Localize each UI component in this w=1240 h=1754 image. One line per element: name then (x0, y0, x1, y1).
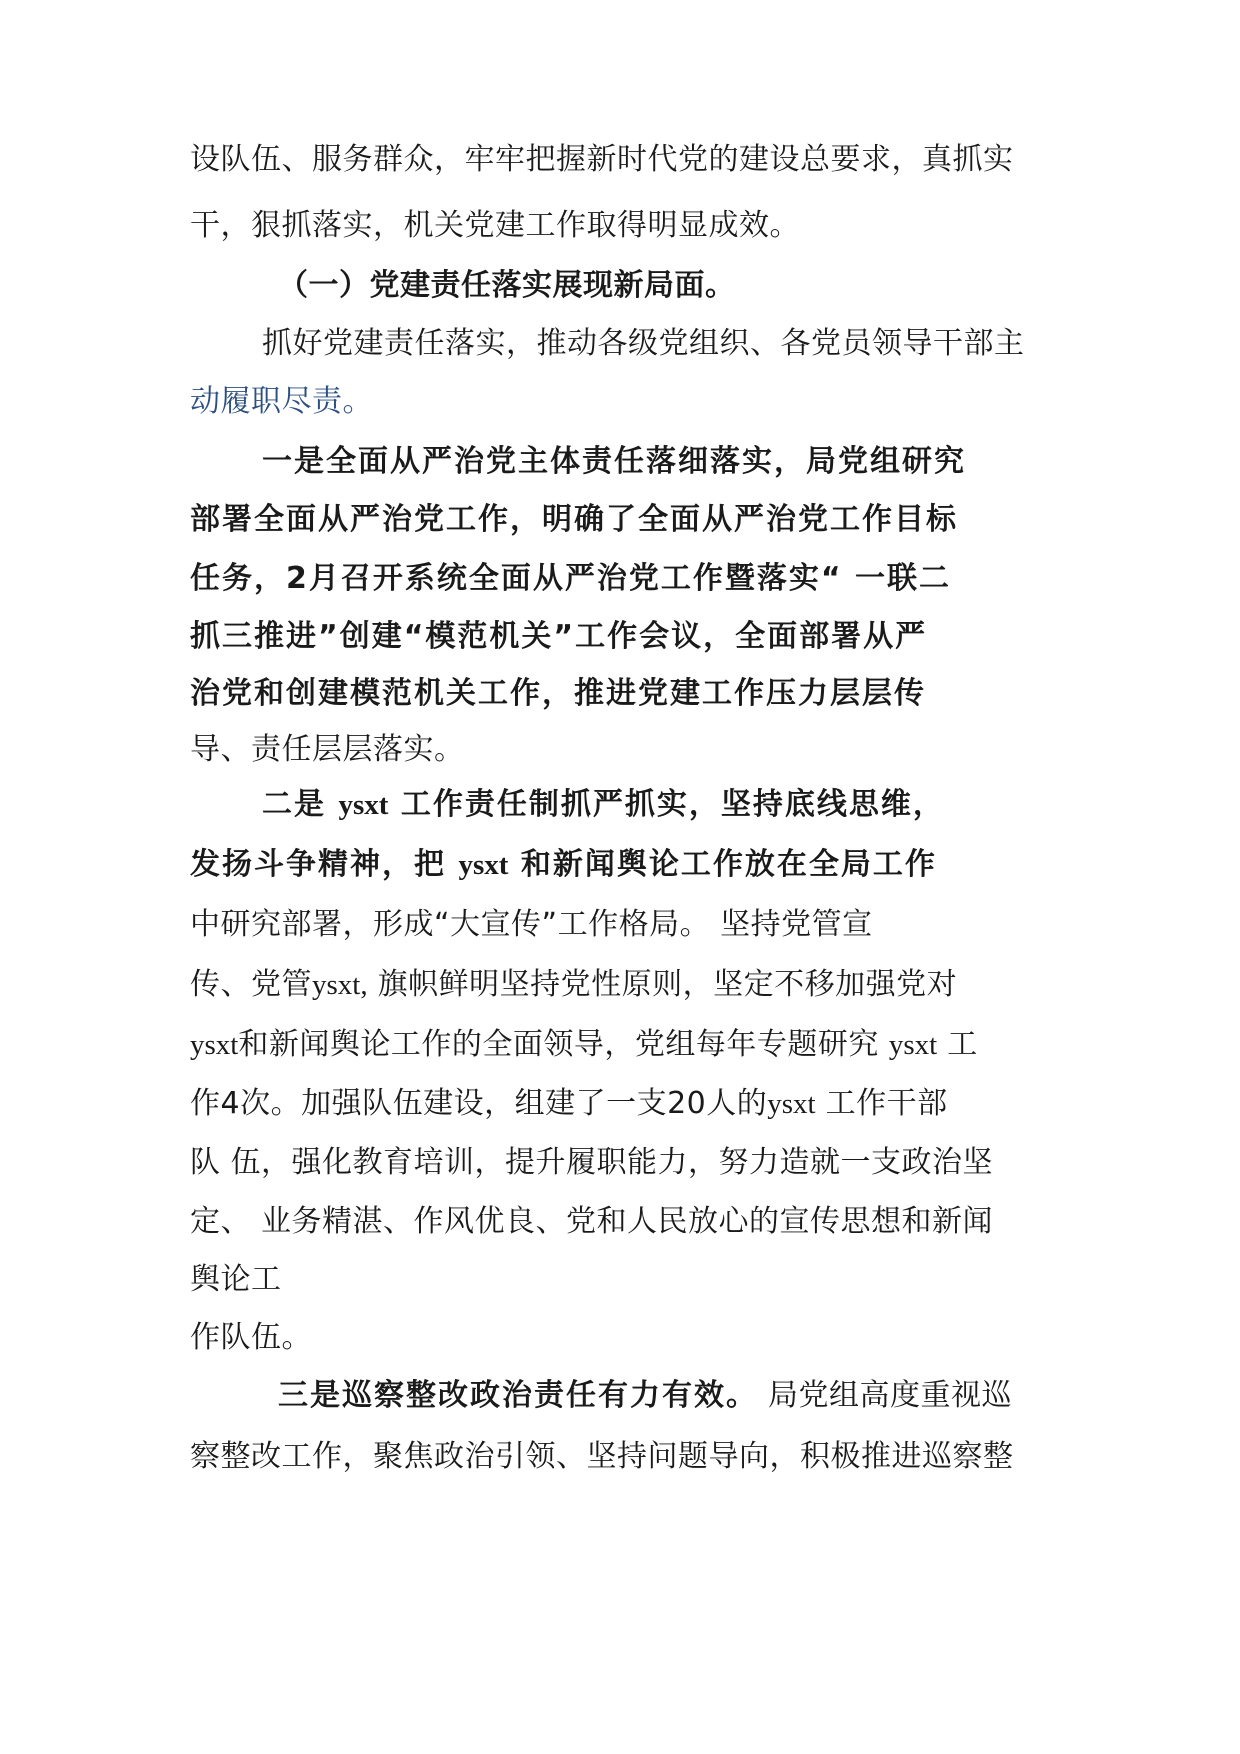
section-para-line-1: 抓好党建责任落实，推动各级党组织、各党员领导干部主 (262, 326, 1025, 361)
item2-line-5-term2: ysxt (888, 1029, 938, 1061)
item2-line-5 (190, 1025, 1070, 1065)
item2-line-4 (190, 965, 1070, 1005)
item2-line-6-rest: 工作干部 (825, 1086, 948, 1121)
item2-line-5-term: ysxt (190, 1029, 239, 1061)
item2-line-2-term: ysxt (458, 849, 509, 881)
item2-line-2-rest: 和新闻舆论工作放在全局工作 (520, 847, 937, 882)
item2-line-1 (262, 785, 1142, 825)
item2-line-6 (190, 1084, 1070, 1124)
item3-line-1 (278, 1376, 1158, 1416)
item2-line-10: 作队伍。 (190, 1320, 312, 1355)
item2-line-4-rest: 旗帜鲜明坚持党性原则，坚定不移加强党对 (377, 967, 958, 1002)
item1-line-5: 治党和创建模范机关工作，推进党建工作压力层层传 (190, 676, 926, 711)
item2-line-4-term: ysxt, (312, 969, 368, 1001)
item1-line-6: 导、责任层层落实。 (190, 732, 465, 767)
item1-line-2: 部署全面从严治党工作，明确了全面从严治党工作目标 (190, 502, 958, 537)
intro-line-1: 设队伍、服务群众，牢牢把握新时代党的建设总要求，真抓实 (190, 142, 1014, 177)
item3-line-1-rest: 局党组高度重视巡 (768, 1378, 1013, 1413)
item2-line-3: 中研究部署，形成“大宣传”工作格局。 坚持党管宣 (190, 907, 873, 942)
section-heading: （一）党建责任落实展现新局面。 (278, 268, 736, 303)
item2-line-1-term: ysxt (338, 789, 389, 821)
item2-line-6-lead: 作4次。加强队伍建设，组建了一支20人的 (190, 1086, 768, 1121)
item2-line-6-term: ysxt (767, 1088, 816, 1120)
item2-line-2-lead: 发扬斗争精神，把 (190, 847, 446, 882)
intro-line-2: 干，狠抓落实，机关党建工作取得明显成效。 (190, 208, 800, 243)
item1-line-1: 一是全面从严治党主体责任落细落实，局党组研究 (262, 444, 966, 479)
item2-line-4-lead: 传、党管 (190, 967, 312, 1002)
item2-line-1-rest: 工作责任制抓严抓实，坚持底线思维， (400, 787, 945, 822)
section-para-line-2: 动履职尽责。 (190, 384, 373, 419)
item1-line-3: 任务，2月召开系统全面从严治党工作暨落实“ 一联二 (190, 561, 952, 596)
item2-line-7: 队 伍，强化教育培训，提升履职能力，努力造就一支政治坚 (190, 1145, 994, 1180)
item1-line-4: 抓三推进”创建“模范机关”工作会议，全面部署从严 (190, 619, 928, 654)
item3-line-1-bold: 三是巡察整改政治责任有力有效。 (278, 1378, 758, 1413)
item2-line-5-mid: 和新闻舆论工作的全面领导，党组每年专题研究 (238, 1027, 879, 1062)
item2-line-1-lead: 二是 (262, 787, 326, 822)
item2-line-5-rest: 工 (947, 1027, 978, 1062)
item3-line-2: 察整改工作，聚焦政治引领、坚持问题导向，积极推进巡察整 (190, 1439, 1014, 1474)
item2-line-9: 舆论工 (190, 1262, 282, 1297)
item2-line-2 (190, 845, 1070, 885)
item2-line-8: 定、 业务精湛、作风优良、党和人民放心的宣传思想和新闻 (190, 1204, 994, 1239)
